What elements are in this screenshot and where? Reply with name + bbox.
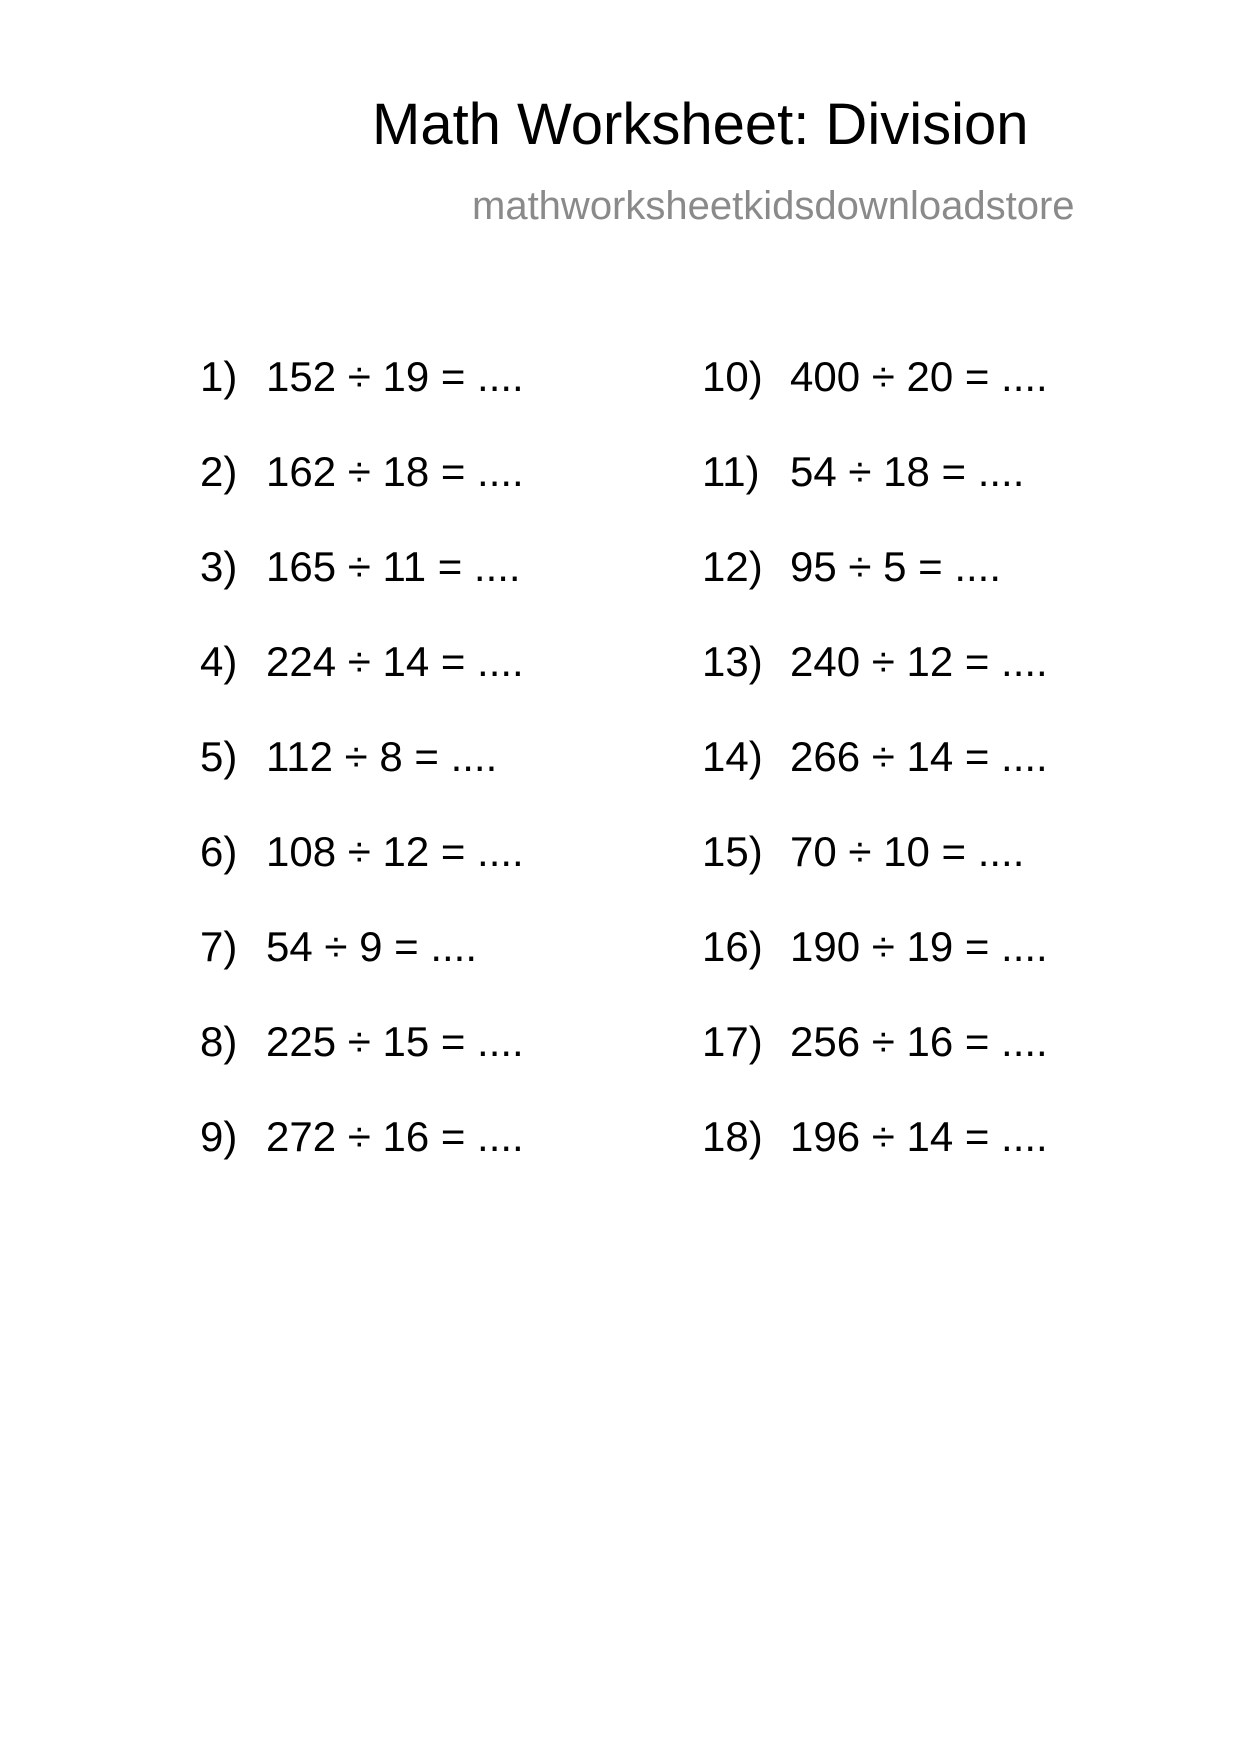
- problem-expression: 272 ÷ 16 = ....: [266, 1113, 524, 1160]
- problem-6: [200, 828, 524, 875]
- problem-expression: 162 ÷ 18 = ....: [266, 448, 524, 495]
- problem-number: 2): [200, 448, 238, 495]
- problem-expression: 112 ÷ 8 = ....: [266, 733, 498, 780]
- problem-11: [702, 448, 1025, 495]
- problem-1: [200, 353, 524, 400]
- problem-4: [200, 638, 524, 685]
- problem-expression: 95 ÷ 5 = ....: [790, 543, 1002, 590]
- problem-2: [200, 448, 524, 495]
- problem-expression: 256 ÷ 16 = ....: [790, 1018, 1048, 1065]
- problem-expression: 266 ÷ 14 = ....: [790, 733, 1048, 780]
- problem-expression: 54 ÷ 9 = ....: [266, 923, 478, 970]
- problem-number: 6): [200, 828, 238, 875]
- problem-number: 9): [200, 1113, 238, 1160]
- problem-number: 13): [702, 638, 763, 685]
- problem-9: [200, 1113, 524, 1160]
- problem-number: 8): [200, 1018, 238, 1065]
- problem-expression: 224 ÷ 14 = ....: [266, 638, 524, 685]
- problem-8: [200, 1018, 524, 1065]
- problem-5: [200, 733, 498, 780]
- problem-number: 11): [702, 448, 760, 495]
- problem-expression: 190 ÷ 19 = ....: [790, 923, 1048, 970]
- problem-expression: 70 ÷ 10 = ....: [790, 828, 1025, 875]
- problem-number: 14): [702, 733, 763, 780]
- problem-14: [702, 733, 1048, 780]
- problem-number: 1): [200, 353, 238, 400]
- problem-number: 15): [702, 828, 763, 875]
- problem-15: [702, 828, 1025, 875]
- problem-number: 16): [702, 923, 763, 970]
- problem-number: 17): [702, 1018, 763, 1065]
- problem-number: 4): [200, 638, 238, 685]
- problem-expression: 400 ÷ 20 = ....: [790, 353, 1048, 400]
- problem-12: [702, 543, 1002, 590]
- problem-number: 18): [702, 1113, 763, 1160]
- problem-expression: 165 ÷ 11 = ....: [266, 543, 521, 590]
- problem-number: 12): [702, 543, 763, 590]
- problem-number: 7): [200, 923, 238, 970]
- problem-number: 3): [200, 543, 238, 590]
- problem-10: [702, 353, 1048, 400]
- problem-expression: 108 ÷ 12 = ....: [266, 828, 524, 875]
- worksheet-title: Math Worksheet: Division: [372, 92, 1029, 157]
- worksheet-subtitle: mathworksheetkidsdownloadstore: [472, 184, 1075, 228]
- problem-number: 5): [200, 733, 238, 780]
- problem-18: [702, 1113, 1048, 1160]
- problem-3: [200, 543, 521, 590]
- problem-17: [702, 1018, 1048, 1065]
- problem-expression: 152 ÷ 19 = ....: [266, 353, 524, 400]
- problem-expression: 196 ÷ 14 = ....: [790, 1113, 1048, 1160]
- problem-number: 10): [702, 353, 763, 400]
- problem-expression: 240 ÷ 12 = ....: [790, 638, 1048, 685]
- problem-16: [702, 923, 1048, 970]
- problem-expression: 225 ÷ 15 = ....: [266, 1018, 524, 1065]
- problem-7: [200, 923, 478, 970]
- problem-expression: 54 ÷ 18 = ....: [790, 448, 1025, 495]
- problem-13: [702, 638, 1048, 685]
